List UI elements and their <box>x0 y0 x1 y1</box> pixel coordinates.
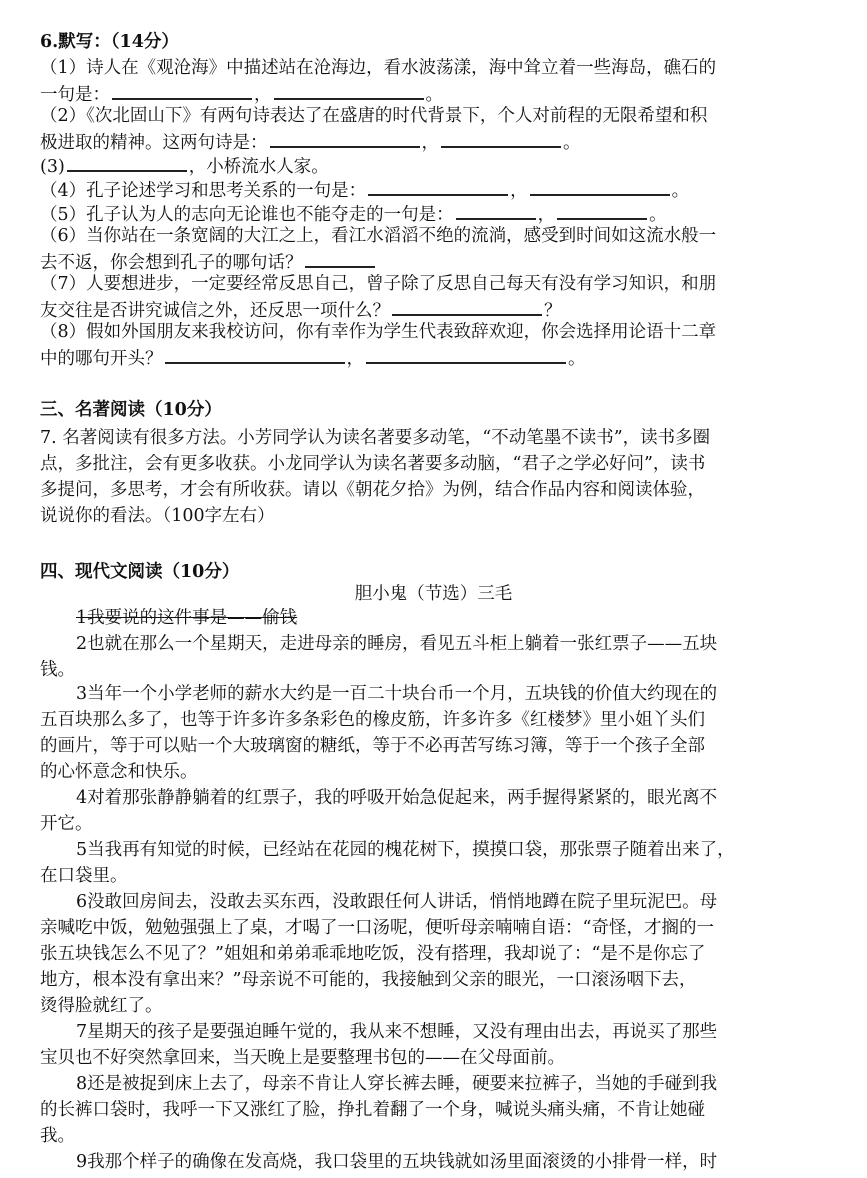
paragraph-cont: 亲喊吃中饭，勉勉强强上了桌，才喝了一口汤呢，便听母亲喃喃自语：“奇怪，才搁的一 <box>40 918 714 938</box>
q3-suffix: ，小桥流水人家。 <box>188 157 329 177</box>
q2-prompt: 极进取的精神。这两句诗是： <box>40 133 268 153</box>
paragraph-cont: 地方，根本没有拿出来？”母亲说不可能的，我接触到父亲的眼光，一口滚汤咽下去， <box>40 970 697 990</box>
paragraph: 4对着那张静静躺着的红票子，我的呼吸开始急促起来，两手握得紧紧的，眼光离不 <box>76 788 718 808</box>
paragraph-cont: 宝贝也不好突然拿回来，当天晚上是要整理书包的——在父母面前。 <box>40 1048 565 1068</box>
answer-blank[interactable] <box>366 344 566 364</box>
q5-line: （5）孔子认为人的志向无论谁也不能夺走的一句是： ， 。 <box>40 200 817 227</box>
paragraph-cont: 钱。 <box>40 660 75 680</box>
paragraph-cont: 烫得脸就红了。 <box>40 996 163 1016</box>
paragraph-cont: 的画片，等于可以贴一个大玻璃窗的糖纸，等于不必再苦写练习簿，等于一个孩子全部 <box>40 736 705 756</box>
paragraph-cont: 的长裤口袋时，我呼一下又涨红了脸，挣扎着翻了一个身，喊说头痛头痛，不肯让她碰 <box>40 1100 705 1120</box>
q1-line2: 一句是： ， 。 <box>40 80 817 107</box>
q3-line <box>40 152 817 179</box>
answer-blank[interactable] <box>305 248 375 268</box>
answer-blank[interactable] <box>368 176 508 196</box>
paragraph-cont: 我。 <box>40 1126 75 1146</box>
q6-prompt: 去不返，你会想到孔子的哪句话？ <box>40 253 303 273</box>
paragraph-cont: 开它。 <box>40 814 93 834</box>
q4-line: （4）孔子论述学习和思考关系的一句是： ， 。 <box>40 176 817 203</box>
answer-blank[interactable] <box>441 128 561 148</box>
paragraph: 5当我再有知觉的时候，已经站在花园的槐花树下，摸摸口袋，那张票子随着出来了， <box>76 840 735 860</box>
section-4-title: 四、现代文阅读（10分） <box>40 562 240 582</box>
answer-blank[interactable] <box>112 80 252 100</box>
paragraph: 3当年一个小学老师的薪水大约是一百二十块台币一个月，五块钱的价值大约现在的 <box>76 684 718 704</box>
answer-blank[interactable] <box>392 296 542 316</box>
q7-essay-line: 多提问，多思考，才会有所收获。请以《朝花夕拾》为例，结合作品内容和阅读体验， <box>40 480 705 500</box>
paragraph: 9我那个样子的确像在发高烧，我口袋里的五块钱就如汤里面滚烫的小排骨一样，时 <box>76 1152 718 1172</box>
q1-prompt: 一句是： <box>40 85 110 105</box>
q8-text: （8）假如外国朋友来我校访问，你有幸作为学生代表致辞欢迎，你会选择用论语十二章 <box>40 322 717 342</box>
q7-line2: 友交往是否讲究诚信之外，还反思一项什么？ ？ <box>40 296 817 323</box>
paragraph-cont: 五百块那么多了，也等于许多许多条彩色的橡皮筋，许多许多《红楼梦》里小姐丫头们 <box>40 710 705 730</box>
q7-essay-line: 说说你的看法。（100字左右） <box>40 506 275 526</box>
q3-prompt: (3) <box>40 157 65 177</box>
q2-line2: 极进取的精神。这两句诗是： ， 。 <box>40 128 817 155</box>
q6-text: （6）当你站在一条宽阔的大江之上，看江水滔滔不绝的流淌，感受到时间如这流水般一 <box>40 226 717 246</box>
answer-blank[interactable] <box>165 344 345 364</box>
answer-blank[interactable] <box>557 200 647 220</box>
paragraph-cont: 张五块钱怎么不见了？”姐姐和弟弟乖乖地吃饭，没有搭理，我却说了：“是不是你忘了 <box>40 944 706 964</box>
paragraph: 8还是被捉到床上去了，母亲不肯让人穿长裤去睡，硬要来拉裤子，当她的手碰到我 <box>76 1074 718 1094</box>
article-title: 胆小鬼（节选）三毛 <box>354 584 513 604</box>
q5-prompt: （5）孔子认为人的志向无论谁也不能夺走的一句是： <box>40 205 454 225</box>
paragraph-cont: 的心怀意念和快乐。 <box>40 762 198 782</box>
section-6-title: 6.默写：（14分） <box>40 32 179 52</box>
paragraph: 6没敢回房间去，没敢去买东西，没敢跟任何人讲话，悄悄地蹲在院子里玩泥巴。母 <box>76 892 718 912</box>
q1-text: （1）诗人在《观沧海》中描述站在沧海边，看水波荡漾，海中耸立着一些海岛，礁石的 <box>40 58 717 78</box>
q7-text: （7）人要想进步，一定要经常反思自己，曾子除了反思自己每天有没有学习知识，和朋 <box>40 274 717 294</box>
paragraph-cont: 在口袋里。 <box>40 866 128 886</box>
paragraph: 1我要说的这件事是——偷钱 <box>76 608 298 628</box>
answer-blank[interactable] <box>530 176 670 196</box>
q6-line2 <box>40 248 817 275</box>
q7-essay-line: 点，多批注，会有更多收获。小龙同学认为读名著要多动脑，“君子之学必好问”，读书 <box>40 454 706 474</box>
q8-line2: 中的哪句开头？ ， 。 <box>40 344 817 371</box>
paragraph: 7星期天的孩子是要强迫睡午觉的，我从来不想睡，又没有理由出去，再说买了那些 <box>76 1022 718 1042</box>
answer-blank[interactable] <box>274 80 424 100</box>
q7-essay-line: 7. 名著阅读有很多方法。小芳同学认为读名著要多动笔，“不动笔墨不读书”，读书多圈 <box>40 428 711 448</box>
q8-prompt: 中的哪句开头？ <box>40 349 163 369</box>
answer-blank[interactable] <box>67 152 187 172</box>
q7-prompt: 友交往是否讲究诚信之外，还反思一项什么？ <box>40 301 390 321</box>
answer-blank[interactable] <box>270 128 420 148</box>
q2-text: （2）《次北固山下》有两句诗表达了在盛唐的时代背景下，个人对前程的无限希望和积 <box>40 106 708 126</box>
answer-blank[interactable] <box>456 200 536 220</box>
q4-prompt: （4）孔子论述学习和思考关系的一句是： <box>40 181 367 201</box>
section-3-title: 三、名著阅读（10分） <box>40 400 222 420</box>
paragraph: 2也就在那么一个星期天，走进母亲的睡房，看见五斗柜上躺着一张红票子——五块 <box>76 634 718 654</box>
